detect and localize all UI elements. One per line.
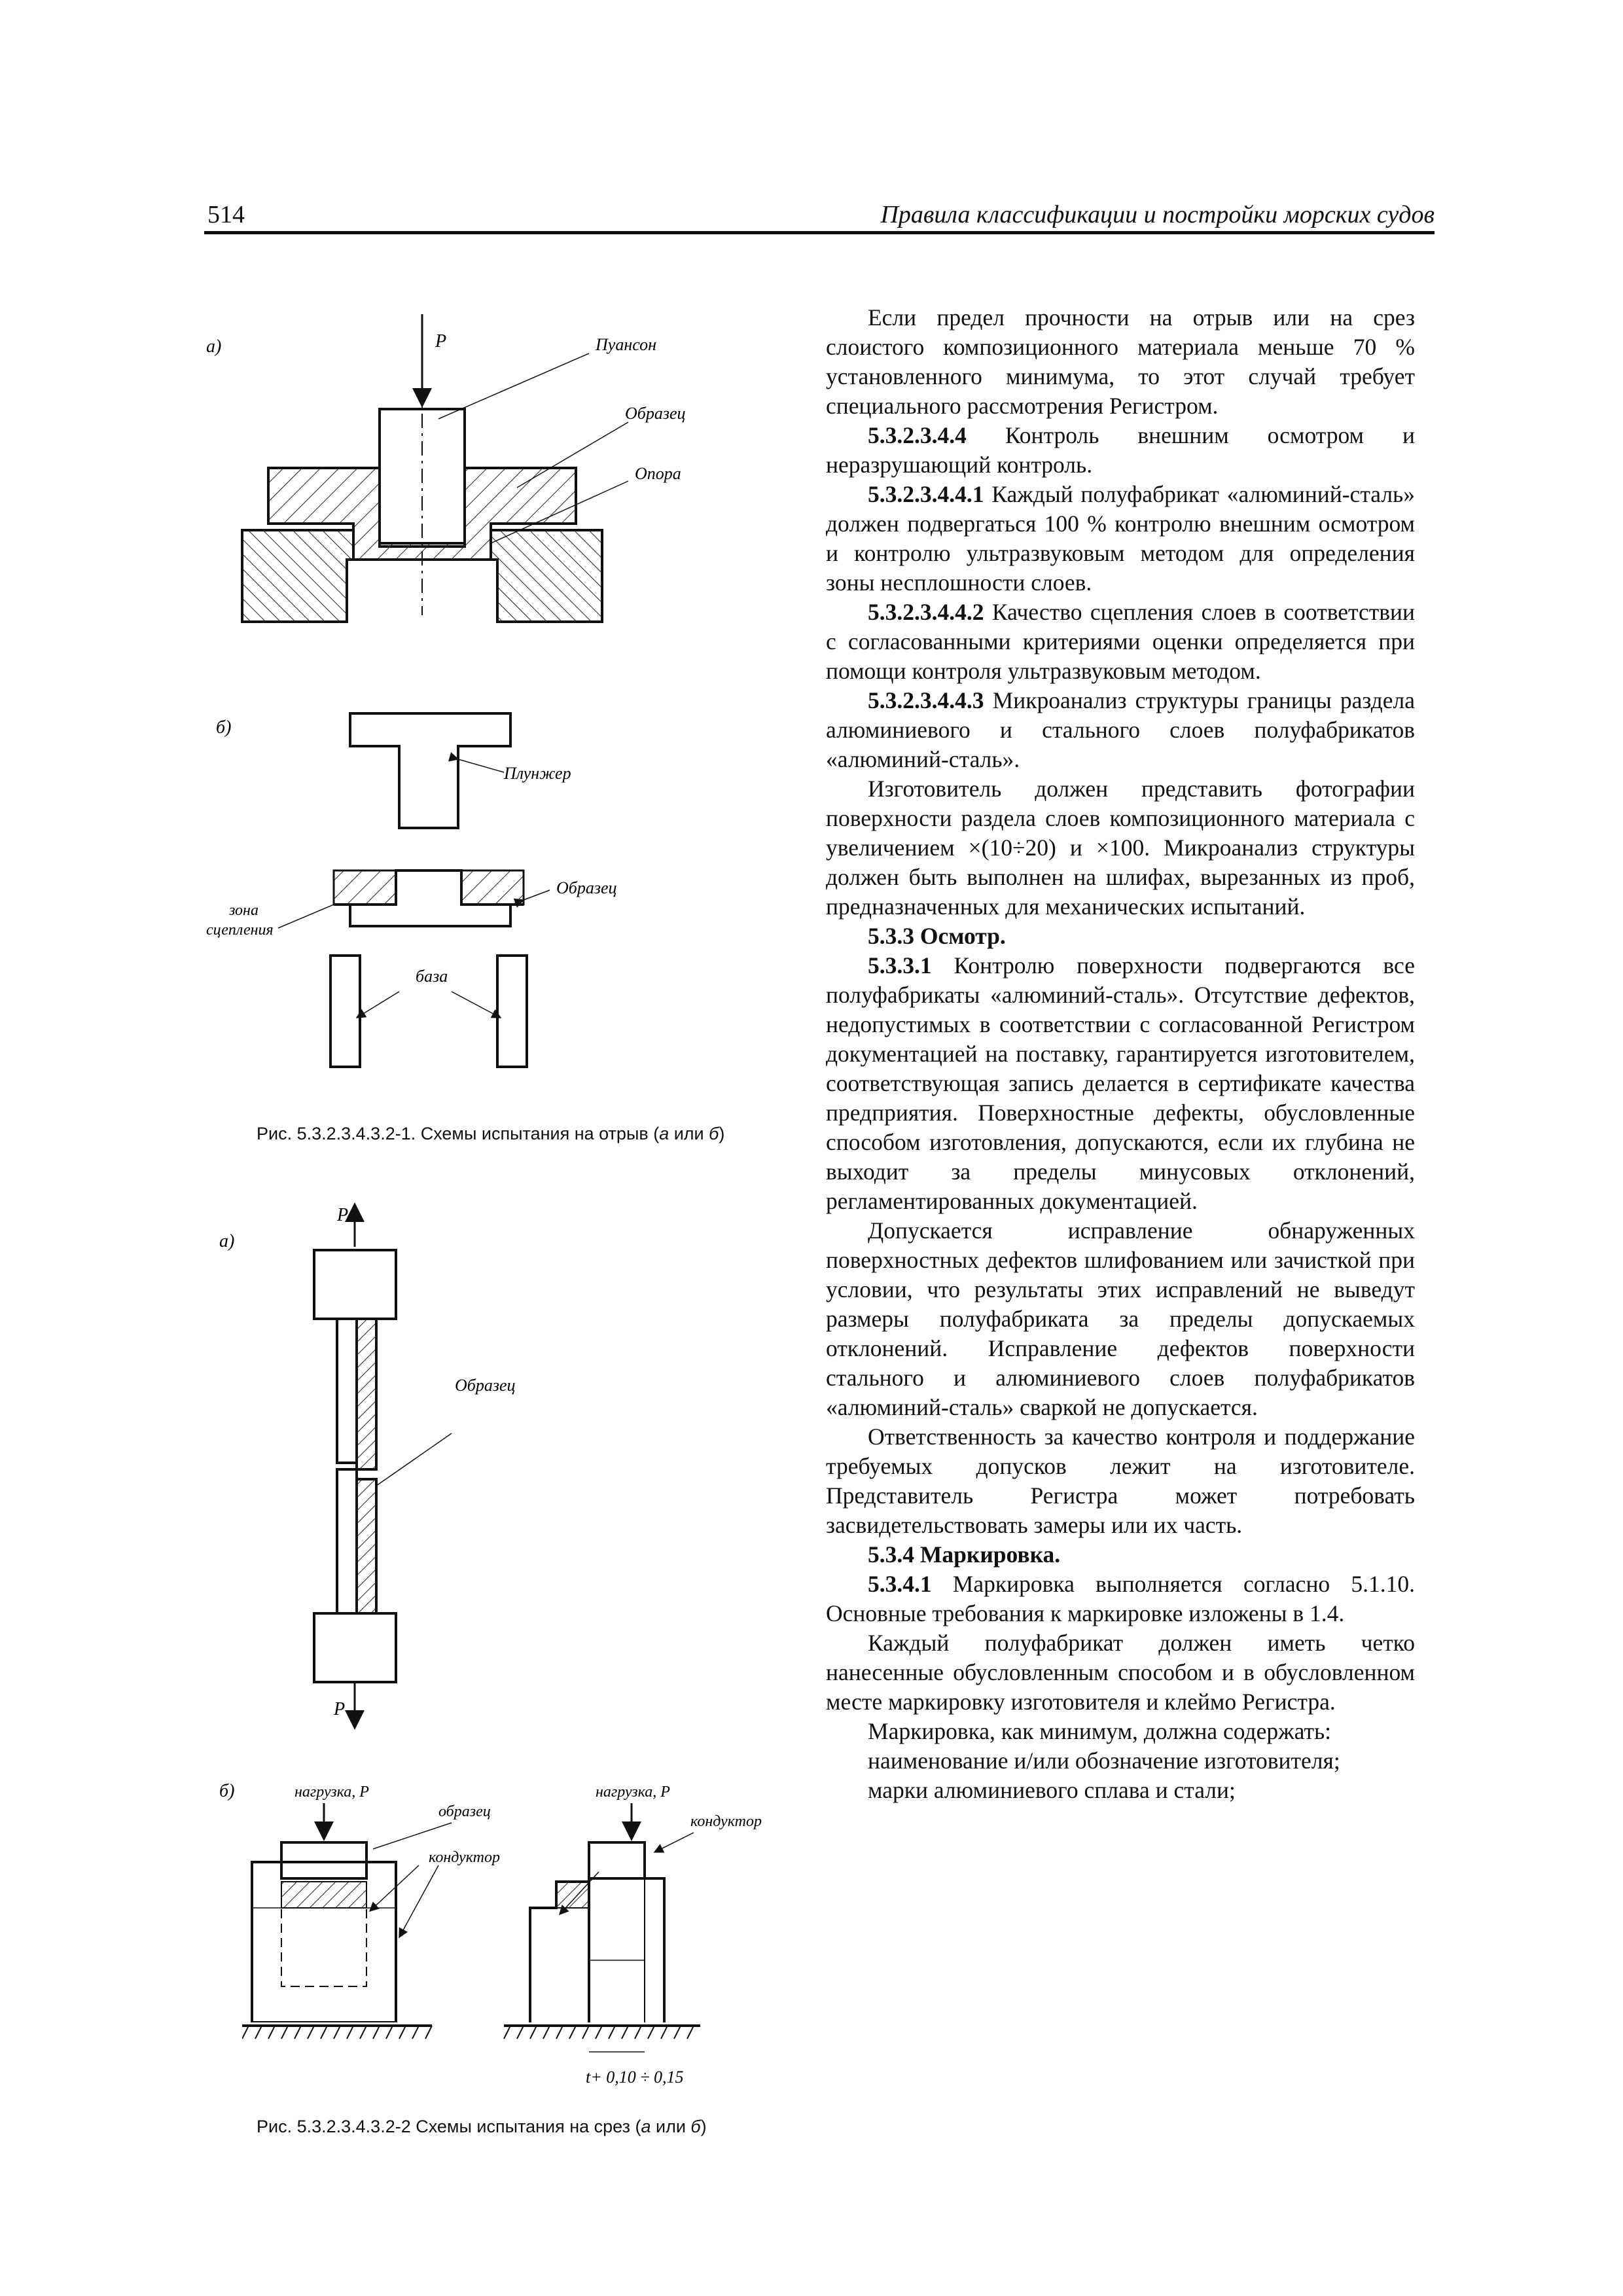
leader-jig-left-2 bbox=[399, 1865, 438, 1937]
paragraph: 5.3.3.1 Контролю поверхности подвергаются все полуфабрикаты «алюминий-сталь». Отсутствие дефектов, недопустимых в соответствии с согласованной Регистром документацией на поставку, гарантируется изготовителем, соответствующая запись делается в сертификате качества предприятия. Поверхностные дефекты, обусловленные способом изготовления, допускаются, если их глубина не выходит за пределы минусовых отклонений, регламентированных документацией. bbox=[826, 952, 1415, 1214]
fig1-label-a: а) bbox=[206, 336, 222, 357]
load-label-left: нагрузка, P bbox=[294, 1784, 369, 1801]
ground-hatching bbox=[242, 2026, 694, 2039]
section-heading: 5.3.3 Осмотр. bbox=[868, 923, 1006, 949]
specimen-strip-right-lower bbox=[357, 1479, 376, 1613]
leader-base-right bbox=[452, 992, 501, 1018]
grip-top bbox=[314, 1250, 396, 1319]
leader-base-left bbox=[357, 992, 399, 1018]
figure-1 bbox=[203, 308, 792, 1145]
support-left bbox=[242, 530, 353, 622]
jig-label-right: кондуктор bbox=[690, 1813, 762, 1830]
fig2-specimen-label: Образец bbox=[455, 1376, 516, 1395]
ground-drawing bbox=[242, 2022, 713, 2108]
clause-number: 5.3.2.3.4.4.3 bbox=[868, 687, 984, 713]
running-title: Правила классификации и постройки морских судов bbox=[880, 201, 1435, 228]
specimen-left-layer bbox=[334, 870, 396, 905]
list-item: наименование и/или обозначение изготовителя; bbox=[868, 1748, 1340, 1774]
plunger bbox=[350, 713, 510, 828]
clause-number: 5.3.2.3.4.4.2 bbox=[868, 599, 984, 625]
figure-2 bbox=[203, 1198, 792, 2022]
grip-bottom bbox=[314, 1613, 396, 1682]
body-text bbox=[826, 303, 1415, 1805]
leader-specimen-b bbox=[373, 1823, 452, 1849]
figure-2-caption: Рис. 5.3.2.3.4.3.2-2 Схемы испытания на срез (а или б) bbox=[257, 2117, 707, 2136]
paragraph: Изготовитель должен представить фотографии поверхности раздела слоев композиционного материала с увеличением ×(10÷20) и ×100. Микроанализ структуры должен быть выполнен на шлифах, вырезанных из проб, предназначенных для механических испытаний. bbox=[826, 776, 1415, 920]
leader-jig-right bbox=[654, 1833, 694, 1852]
base-right bbox=[497, 956, 527, 1067]
paragraph: Маркировка, как минимум, должна содержать: bbox=[868, 1718, 1332, 1744]
fig2-force-bottom: P bbox=[334, 1699, 346, 1719]
paragraph: Если предел прочности на отрыв или на срез слоистого композиционного материала меньше 70 % установленного минимума, то этот случай требует специального рассмотрения Регистром. bbox=[826, 304, 1415, 419]
figure-1-drawing bbox=[203, 308, 792, 1145]
clause-number: 5.3.3.1 bbox=[868, 952, 932, 978]
fig1-force-label: P bbox=[435, 331, 447, 351]
paragraph: 5.3.2.3.4.4.3 Микроанализ структуры границы раздела алюминиевого и стального слоев полуфабрикатов «алюминий-сталь». bbox=[826, 687, 1415, 772]
fig2-label-a: а) bbox=[219, 1231, 235, 1251]
fig2-force-top: P bbox=[337, 1205, 349, 1225]
dimension-label: t+ 0,10 ÷ 0,15 bbox=[586, 2068, 684, 2087]
paragraph: Допускается исправление обнаруженных поверхностных дефектов шлифованием или зачисткой при условии, что результаты этих исправлений не выведут размеры полуфабриката за пределы допускаемых отклонений. Исправление дефектов поверхности стального и алюминиевого слоев полуфабрикатов «алюминий-сталь» сваркой не допускается. bbox=[826, 1217, 1415, 1420]
header-rule bbox=[204, 231, 1435, 234]
fig2-label-b: б) bbox=[219, 1781, 235, 1801]
punch-left bbox=[281, 1842, 366, 1878]
fig1-plunger-label: Плунжер bbox=[504, 764, 571, 783]
specimen-right-layer bbox=[461, 870, 524, 905]
fig1-base-label: база bbox=[416, 967, 448, 986]
paragraph: 5.3.2.3.4.4.1 Каждый полуфабрикат «алюминий-сталь» должен подвергаться 100 % контролю внешним осмотром и контролю ультразвуковым методом для определения зоны несплошности слоев. bbox=[826, 481, 1415, 596]
fig1-label-b: б) bbox=[216, 717, 232, 738]
leader-bond-zone bbox=[278, 905, 334, 928]
specimen-strip-left-lower bbox=[337, 1469, 357, 1613]
leader-plunger bbox=[458, 759, 504, 772]
specimen-strip-right bbox=[357, 1319, 376, 1469]
specimen-right-hatched bbox=[556, 1882, 589, 1908]
bond-zone-label-1: зона bbox=[229, 902, 259, 919]
support-right bbox=[491, 530, 602, 622]
paragraph: Каждый полуфабрикат должен иметь четко нанесенные обусловленным способом и в обусловленном месте маркировку изготовителя и клеймо Регистра. bbox=[826, 1630, 1415, 1715]
leader-punch bbox=[438, 353, 589, 419]
leader-specimen-2a bbox=[376, 1433, 452, 1486]
clause-number: 5.3.2.3.4.4.1 bbox=[868, 481, 984, 507]
paragraph: 5.3.2.3.4.4 Контроль внешним осмотром и неразрушающий контроль. bbox=[826, 422, 1415, 478]
clause-number: 5.3.2.3.4.4 bbox=[868, 422, 967, 448]
base-left bbox=[330, 956, 360, 1067]
jig-label-left: кондуктор bbox=[429, 1849, 500, 1866]
load-label-right: нагрузка, P bbox=[596, 1784, 670, 1801]
paragraph: 5.3.2.3.4.4.2 Качество сцепления слоев в соответствии с согласованными критериями оценки определяется при помощи контроля ультразвуковым методом. bbox=[826, 599, 1415, 684]
figure-1-caption: Рис. 5.3.2.3.4.3.2-1. Схемы испытания на отрыв (а или б) bbox=[257, 1124, 725, 1143]
specimen-left-hidden bbox=[281, 1908, 366, 1986]
paragraph: Ответственность за качество контроля и поддержание требуемых допусков лежит на изготовителе. Представитель Регистра может потребовать засвидетельствовать замеры или их часть. bbox=[826, 1424, 1415, 1538]
clause-number: 5.3.4.1 bbox=[868, 1571, 932, 1597]
fig2-specimen-b-label: образец bbox=[438, 1803, 491, 1820]
specimen-strip-left bbox=[337, 1319, 357, 1463]
section-heading: 5.3.4 Маркировка. bbox=[868, 1541, 1061, 1568]
fig1-specimen-b-label: Образец bbox=[556, 878, 617, 897]
jig-right-right bbox=[645, 1878, 664, 2022]
specimen-left-hatched bbox=[281, 1882, 366, 1908]
leader-specimen-b bbox=[524, 890, 550, 900]
paragraph: 5.3.4.1 Маркировка выполняется согласно 5.1.10. Основные требования к маркировке изложены в 1.4. bbox=[826, 1571, 1415, 1626]
page-number: 514 bbox=[207, 201, 245, 228]
leader-jig-left-1 bbox=[370, 1865, 419, 1911]
fig1-specimen-label: Образец bbox=[625, 404, 686, 423]
fig1-support-label: Опора bbox=[635, 464, 681, 483]
bond-zone-label-2: сцепления bbox=[206, 922, 274, 939]
list-item: марки алюминиевого сплава и стали; bbox=[868, 1777, 1236, 1803]
figure-2-drawing bbox=[203, 1198, 792, 2022]
ground-hatch bbox=[242, 2022, 713, 2108]
fig1-punch-label: Пуансон bbox=[596, 335, 657, 354]
